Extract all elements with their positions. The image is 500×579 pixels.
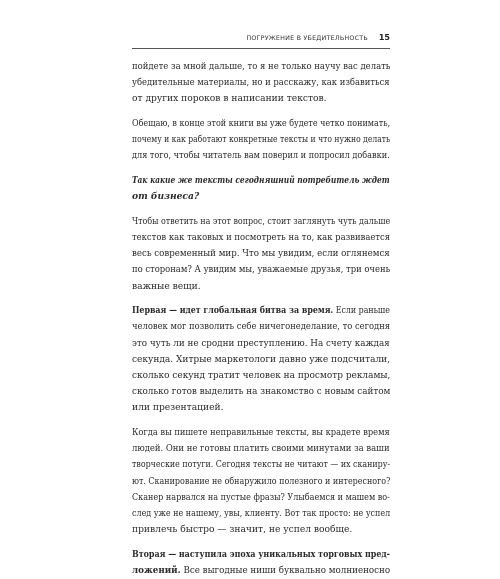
text-line: убедительные материалы, но и расскажу, как избавиться	[132, 78, 390, 89]
text-line: Когда вы пишете неправильные тексты, вы крадете время	[132, 428, 390, 439]
text-line: Обещаю, в конце этой книги вы уже будете четко понимать,	[132, 119, 391, 129]
text-line: Чтобы ответить на этот вопрос, стоит заглянуть чуть дальше	[132, 216, 391, 227]
paragraph	[132, 59, 390, 108]
page-body	[132, 59, 390, 579]
text-line: сколько готов выделить на знакомство с новым сайтом	[132, 387, 391, 398]
bold-lead: Первая — идет глобальная битва за время.	[132, 305, 334, 317]
text-run: Все выгодные ниши буквально молниеносно	[180, 566, 391, 577]
section-heading	[132, 173, 390, 205]
text-line: по сторонам? А увидим мы, уважаемые друзья, три очень	[132, 265, 391, 276]
paragraph	[132, 547, 390, 579]
text-line: весь современный мир. Что мы увидим, если оглянемся	[132, 249, 390, 260]
running-title: ПОГРУЖЕНИЕ В УБЕДИТЕЛЬНОСТЬ	[246, 34, 368, 42]
text-line: Сканер нарвался на пустые фразы? Улыбаемся и машем во-	[132, 492, 390, 503]
text-line: важные вещи.	[132, 281, 201, 292]
text-line	[132, 563, 391, 579]
text-line: почему и как работают конкретные тексты и что нужно делать	[132, 135, 391, 146]
text-line	[132, 547, 390, 563]
text-line: от других пороков в написании текстов.	[132, 94, 327, 105]
text-line: людей. Они не готовы платить своими минутами за ваши	[132, 444, 390, 455]
text-line: секунда. Хитрые маркетологи давно уже подсчитали,	[132, 354, 391, 365]
text-line	[132, 303, 390, 319]
bold-lead: ложений.	[132, 565, 181, 577]
text-line: творческие потуги. Сегодня тексты не читают — их сканиру-	[132, 460, 391, 471]
text-run: Если раньше	[333, 306, 390, 317]
heading-line: от бизнеса?	[132, 191, 200, 203]
paragraph	[132, 116, 390, 165]
text-line: след уже не нашему, увы, клиенту. Вот так просто: не успел	[132, 509, 391, 520]
text-line: ют. Сканирование не обнаружило полезного и интересного?	[132, 476, 391, 487]
text-line: пойдете за мной дальше, то я не только научу вас делать	[132, 62, 391, 72]
text-line: человек мог позволить себе ничегонеделание, то сегодня	[132, 322, 391, 333]
paragraph	[132, 303, 390, 416]
heading-line: Так какие же тексты сегодняшний потребитель ждет	[132, 175, 390, 186]
running-header	[132, 33, 390, 49]
paragraph	[132, 425, 390, 538]
page-number: 15	[378, 33, 390, 42]
text-line: сколько секунд тратит человек на просмотр рекламы,	[132, 371, 391, 382]
paragraph	[132, 214, 390, 295]
text-line: привлечь быстро — значит, не успел вообще.	[132, 525, 353, 536]
text-line: для того, чтобы читатель вам поверил и попросил добавки.	[132, 151, 390, 162]
text-line: это чуть ли не сродни преступлению. На счету каждая	[132, 338, 390, 349]
text-line: или презентацией.	[132, 403, 224, 414]
bold-lead: Вторая — наступила эпоха уникальных торговых пред-	[132, 548, 390, 560]
text-line: текстов как таковых и посмотреть на то, как развивается	[132, 233, 391, 243]
